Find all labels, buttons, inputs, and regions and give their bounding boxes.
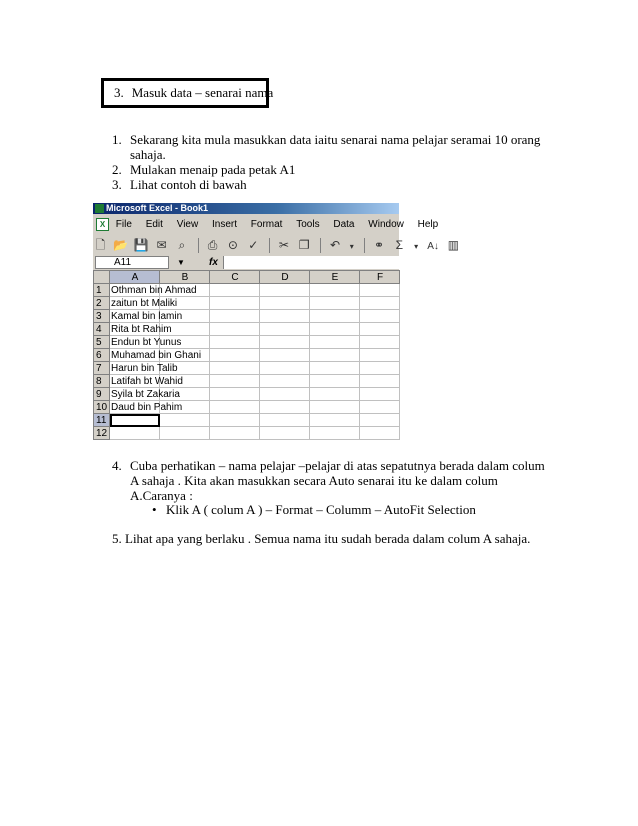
- formula-input[interactable]: [223, 256, 399, 269]
- table-row: [94, 414, 400, 427]
- excel-menu-bar: [93, 214, 439, 235]
- row-header[interactable]: 9: [94, 388, 110, 401]
- excel-screenshot: [93, 203, 460, 441]
- row-header[interactable]: 8: [94, 375, 110, 388]
- cell-a[interactable]: Daud bin Pahim: [111, 401, 183, 413]
- column-header-a[interactable]: A: [110, 271, 160, 284]
- row-header[interactable]: 5: [94, 336, 110, 349]
- menu-view[interactable]: View: [176, 219, 199, 230]
- heading-number: 3.: [114, 85, 124, 100]
- row-header[interactable]: 1: [94, 284, 110, 297]
- cell-a[interactable]: Latifah bt Wahid: [111, 375, 183, 387]
- step-2-text: Mulakan menaip pada petak A1: [130, 162, 296, 177]
- menu-help[interactable]: Help: [417, 219, 439, 230]
- step-2: 2. Mulakan menaip pada petak A1: [112, 162, 296, 177]
- table-row: [94, 349, 400, 362]
- cell-a[interactable]: Muhamad bin Ghani: [111, 349, 202, 361]
- table-row: [94, 284, 400, 297]
- cell-a[interactable]: Othman bin Ahmad: [111, 284, 197, 296]
- step-1: 1. Sekarang kita mula masukkan data iaitu senarai nama pelajar seramai 10 orang sahaja.: [112, 132, 541, 162]
- step-3-text: Lihat contoh di bawah: [130, 177, 247, 192]
- excel-title-bar: Microsoft Excel - Book1: [93, 203, 399, 214]
- bullet-item: [152, 502, 476, 517]
- table-row: [94, 336, 400, 349]
- step-4: 4. Cuba perhatikan – nama pelajar –pelajar di atas sepatutnya berada dalam colum A sahaja . Kita akan masukkan secara Auto senarai itu ke dalam colum A.Caranya :: [112, 458, 545, 503]
- menu-insert[interactable]: Insert: [211, 219, 237, 230]
- table-row: [94, 323, 400, 336]
- step-4-list: [112, 458, 550, 503]
- step-5: 5. Lihat apa yang berlaku . Semua nama itu sudah berada dalam colum A sahaja.: [112, 531, 531, 546]
- print-icon[interactable]: ⎙: [207, 238, 218, 252]
- cell-a[interactable]: Endun bt Yunus: [111, 336, 182, 348]
- search-icon[interactable]: ⌕: [178, 238, 186, 252]
- column-header-d[interactable]: D: [260, 271, 310, 284]
- autosum-dropdown-icon[interactable]: ▾: [414, 242, 419, 251]
- cell-a[interactable]: Harun bin Talib: [111, 362, 178, 374]
- menu-window[interactable]: Window: [368, 219, 404, 230]
- table-row: [94, 297, 400, 310]
- sort-ascending-icon[interactable]: A↓: [427, 241, 439, 252]
- step-4-text: Cuba perhatikan – nama pelajar –pelajar di atas sepatutnya berada dalam colum A sahaja . Kita akan masukkan secara Auto senarai itu ke dalam colum A.Caranya :: [130, 458, 545, 503]
- new-icon[interactable]: 🗋: [95, 238, 106, 252]
- row-header[interactable]: 11: [94, 414, 110, 427]
- excel-logo-icon: [95, 204, 104, 213]
- name-box-dropdown-icon[interactable]: ▼: [177, 258, 185, 267]
- open-icon[interactable]: 📂: [113, 238, 129, 252]
- formula-bar: [93, 256, 399, 270]
- name-box[interactable]: A11: [95, 256, 169, 269]
- undo-dropdown-icon[interactable]: ▾: [349, 242, 354, 251]
- menu-format[interactable]: Format: [250, 219, 283, 230]
- row-header[interactable]: 6: [94, 349, 110, 362]
- heading-text: Masuk data – senarai nama: [131, 85, 274, 100]
- copy-icon[interactable]: ❐: [298, 238, 310, 252]
- table-row: [94, 362, 400, 375]
- step-1-text: Sekarang kita mula masukkan data iaitu senarai nama pelajar seramai 10 orang sahaja.: [130, 132, 541, 162]
- table-row: [94, 401, 400, 414]
- bullet-text: Klik A ( colum A ) – Format – Columm – AutoFit Selection: [166, 502, 476, 517]
- save-icon[interactable]: 💾: [133, 238, 149, 252]
- cell-a[interactable]: [110, 427, 160, 440]
- row-header[interactable]: 10: [94, 401, 110, 414]
- spelling-icon[interactable]: ✓: [248, 238, 259, 252]
- table-row: [94, 388, 400, 401]
- cell-a[interactable]: Kamal bin lamin: [111, 310, 183, 322]
- cell-a[interactable]: Syila bt Zakaria: [111, 388, 180, 400]
- column-header-b[interactable]: B: [160, 271, 210, 284]
- table-row: [94, 375, 400, 388]
- column-header-e[interactable]: E: [310, 271, 360, 284]
- steps-list: [112, 132, 550, 192]
- undo-icon[interactable]: ↶: [329, 238, 340, 252]
- hyperlink-icon[interactable]: ⚭: [373, 238, 385, 252]
- cell-a[interactable]: zaitun bt Maliki: [111, 297, 178, 309]
- chart-wizard-icon[interactable]: ▥: [447, 238, 460, 252]
- row-header[interactable]: 2: [94, 297, 110, 310]
- bullet-icon: •: [152, 502, 157, 517]
- column-header-f[interactable]: F: [360, 271, 400, 284]
- row-header[interactable]: 3: [94, 310, 110, 323]
- active-cell-a11[interactable]: [110, 414, 160, 427]
- menu-file[interactable]: File: [115, 219, 132, 230]
- insert-function-icon[interactable]: fx: [209, 257, 218, 268]
- column-header-row: [94, 271, 400, 284]
- table-row: [94, 310, 400, 323]
- excel-toolbar: [93, 235, 460, 256]
- print-preview-icon[interactable]: ⊙: [227, 238, 238, 252]
- table-row: [94, 427, 400, 440]
- cell-a[interactable]: Rita bt Rahim: [111, 323, 172, 335]
- row-header[interactable]: 4: [94, 323, 110, 336]
- workbook-icon[interactable]: X: [96, 218, 109, 231]
- step-3: 3. Lihat contoh di bawah: [112, 177, 247, 192]
- cut-icon[interactable]: ✂: [278, 238, 289, 252]
- column-header-c[interactable]: C: [210, 271, 260, 284]
- row-header[interactable]: 12: [94, 427, 110, 440]
- email-icon[interactable]: ✉: [156, 238, 167, 252]
- section-heading-box: [101, 78, 274, 108]
- autosum-icon[interactable]: Σ: [395, 238, 404, 252]
- menu-data[interactable]: Data: [333, 219, 355, 230]
- row-header[interactable]: 7: [94, 362, 110, 375]
- menu-edit[interactable]: Edit: [145, 219, 163, 230]
- select-all-corner[interactable]: [94, 271, 110, 284]
- menu-tools[interactable]: Tools: [296, 219, 320, 230]
- worksheet-grid: [93, 270, 400, 440]
